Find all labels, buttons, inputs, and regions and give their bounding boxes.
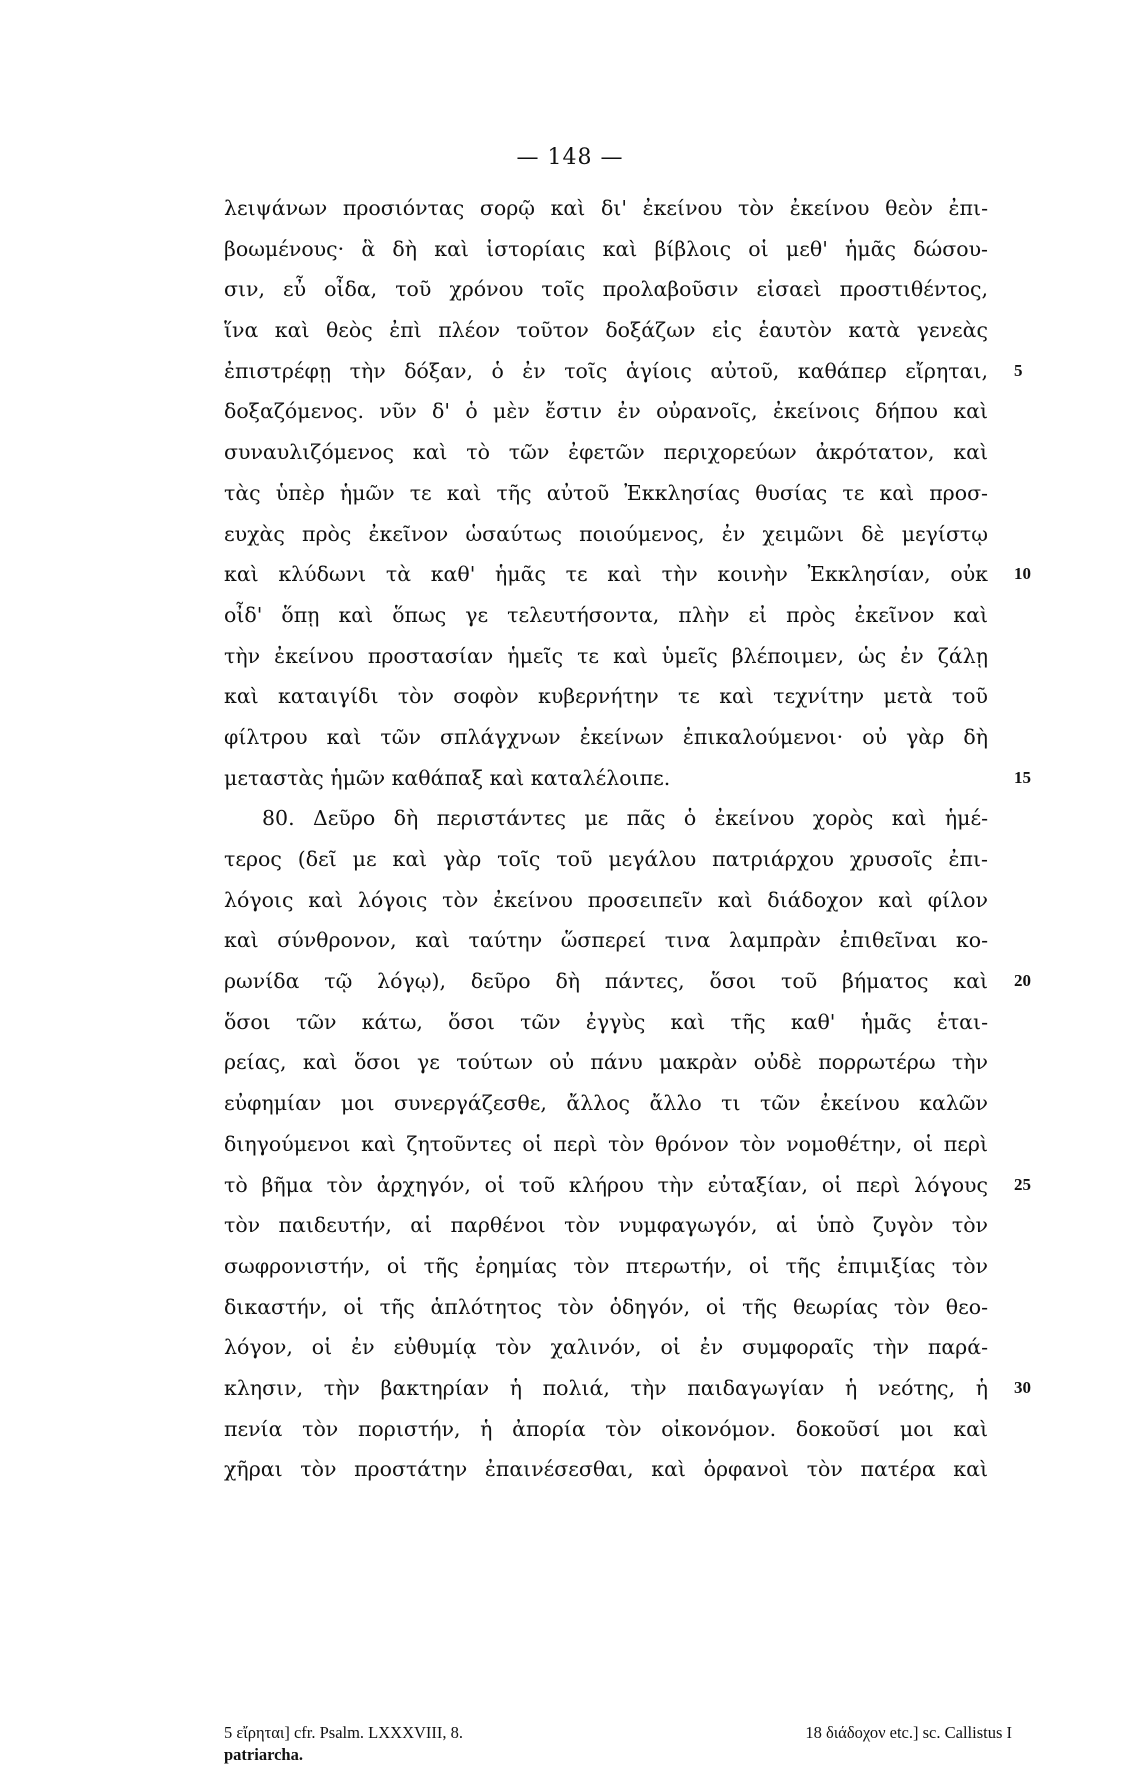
line-text: λειψάνων προσιόντας σορῷ καὶ δι' ἐκείνου τὸν ἐκείνου θεὸν ἐπι- <box>224 196 988 220</box>
line-text: συναυλιζόμενος καὶ τὸ τῶν ἐφετῶν περιχορεύων ἀκρότατον, καὶ <box>224 440 988 465</box>
text-line <box>224 1205 988 1246</box>
line-text: χῆραι τὸν προστάτην ἐπαινέσεσθαι, καὶ ὀρφανοὶ τὸν πατέρα καὶ <box>224 1457 988 1482</box>
page-number: — 148 — <box>516 145 624 170</box>
line-text: οἶδ' ὅπῃ καὶ ὅπως γε τελευτήσοντα, πλὴν εἰ πρὸς ἐκεῖνον καὶ <box>224 602 988 627</box>
text-line <box>224 473 988 514</box>
line-text: τὰς ὑπὲρ ἡμῶν τε καὶ τῆς αὐτοῦ Ἐκκλησίας θυσίας τε καὶ προσ- <box>224 480 988 505</box>
text-line <box>224 676 988 717</box>
line-text: ρείας, καὶ ὅσοι γε τούτων οὐ πάνυ μακρὰν οὐδὲ πορρωτέρω τὴν <box>224 1050 988 1075</box>
line-text: πενία τὸν ποριστήν, ἡ ἀπορία τὸν οἰκονόμον. δοκοῦσί μοι καὶ <box>224 1416 988 1441</box>
text-line <box>224 391 988 432</box>
text-line <box>224 839 988 880</box>
line-number: 20 <box>1014 971 1031 991</box>
line-text: ὅσοι τῶν κάτω, ὅσοι τῶν ἐγγὺς καὶ τῆς καθ' ἡμᾶς ἑται- <box>224 1009 988 1034</box>
line-text: μεταστὰς ἡμῶν καθάπαξ καὶ καταλέλοιπε. <box>224 765 671 790</box>
line-text: ἐπιστρέφῃ τὴν δόξαν, ὁ ἐν τοῖς ἁγίοις αὐτοῦ, καθάπερ εἴρηται, <box>224 358 988 383</box>
text-line <box>224 554 1031 595</box>
text-line <box>224 798 988 839</box>
text-line <box>224 880 988 921</box>
line-text: κλησιν, τὴν βακτηρίαν ἡ πολιά, τὴν παιδαγωγίαν ἡ νεότης, ἡ <box>224 1375 988 1400</box>
line-text: εὐφημίαν μοι συνεργάζεσθε, ἄλλος ἄλλο τι τῶν ἐκείνου καλῶν <box>224 1091 988 1116</box>
line-text: τὸ βῆμα τὸν ἀρχηγόν, οἱ τοῦ κλήρου τὴν εὐταξίαν, οἱ περὶ λόγους <box>224 1172 988 1197</box>
text-line <box>224 351 1023 392</box>
text-line <box>224 595 988 636</box>
footnote-continuation: patriarcha. <box>224 1745 303 1764</box>
text-line <box>224 310 988 351</box>
footnote-callistus: 18 διάδοχον etc.] sc. Callistus I <box>805 1723 1012 1742</box>
line-text: βοωμένους· ἃ δὴ καὶ ἱστορίαις καὶ βίβλοις οἱ μεθ' ἡμᾶς δώσου- <box>224 236 988 261</box>
text-line <box>224 1449 988 1490</box>
line-text: καὶ σύνθρονον, καὶ ταύτην ὥσπερεί τινα λαμπρὰν ἐπιθεῖναι κο- <box>224 928 988 953</box>
text-line <box>224 1287 988 1328</box>
line-text: καὶ καταιγίδι τὸν σοφὸν κυβερνήτην τε καὶ τεχνίτην μετὰ τοῦ <box>224 684 988 709</box>
line-text: λόγον, οἱ ἐν εὐθυμίᾳ τὸν χαλινόν, οἱ ἐν συμφοραῖς τὴν παρά- <box>224 1335 988 1360</box>
line-text: ἵνα καὶ θεὸς ἐπὶ πλέον τοῦτον δοξάζων εἰς ἑαυτὸν κατὰ γενεὰς <box>224 318 988 343</box>
line-number: 5 <box>1014 360 1023 380</box>
line-text: δοξαζόμενος. νῦν δ' ὁ μὲν ἔστιν ἐν οὐρανοῖς, ἐκείνοις δήπου καὶ <box>224 399 988 424</box>
line-text: τὴν ἐκείνου προστασίαν ἡμεῖς τε καὶ ὑμεῖς βλέποιμεν, ὡς ἐν ζάλῃ <box>224 643 988 668</box>
text-line <box>224 269 988 310</box>
footnotes <box>224 1722 1012 1766</box>
text-line <box>224 717 988 758</box>
line-text: ρωνίδα τῷ λόγῳ), δεῦρο δὴ πάντες, ὅσοι τοῦ βήματος καὶ <box>224 969 988 994</box>
text-line <box>224 514 988 555</box>
line-text: σιν, εὖ οἶδα, τοῦ χρόνου τοῖς προλαβοῦσιν εἰσαεὶ προστιθέντος, <box>224 277 988 302</box>
text-line <box>224 432 988 473</box>
text-line <box>224 1042 988 1083</box>
line-number: 25 <box>1014 1174 1031 1194</box>
line-text: ευχὰς πρὸς ἐκεῖνον ὡσαύτως ποιούμενος, ἐν χειμῶνι δὲ μεγίστῳ <box>224 521 988 546</box>
line-text: φίλτρου καὶ τῶν σπλάγχνων ἐκείνων ἐπικαλούμενοι· οὐ γὰρ δὴ <box>224 724 988 749</box>
line-text: 80. Δεῦρο δὴ περιστάντες με πᾶς ὁ ἐκείνου χορὸς καὶ ἡμέ- <box>262 806 988 831</box>
text-line <box>224 1083 988 1124</box>
text-line <box>224 1368 1031 1409</box>
line-text: διηγούμενοι καὶ ζητοῦντες οἱ περὶ τὸν θρόνον τὸν νομοθέτην, οἱ περὶ <box>224 1131 988 1156</box>
line-text: καὶ κλύδωνι τὰ καθ' ἡμᾶς τε καὶ τὴν κοινὴν Ἐκκλησίαν, οὐκ <box>224 562 988 587</box>
line-number: 30 <box>1014 1377 1031 1397</box>
line-text: τὸν παιδευτήν, αἱ παρθένοι τὸν νυμφαγωγόν, αἱ ὑπὸ ζυγὸν τὸν <box>224 1213 988 1238</box>
footnote-psalm: 5 εἴρηται] cfr. Psalm. LXXXVIII, 8. <box>224 1723 464 1742</box>
text-line <box>224 229 988 270</box>
line-text: δικαστήν, οἱ τῆς ἁπλότητος τὸν ὁδηγόν, οἱ τῆς θεωρίας τὸν θεο- <box>224 1294 988 1319</box>
text-line <box>224 1124 988 1165</box>
text-line <box>224 961 1031 1002</box>
text-line <box>224 758 1031 799</box>
line-text: σωφρονιστήν, οἱ τῆς ἐρημίας τὸν πτερωτήν, οἱ τῆς ἐπιμιξίας τὸν <box>224 1253 988 1278</box>
line-text: τερος (δεῖ με καὶ γὰρ τοῖς τοῦ μεγάλου πατριάρχου χρυσοῖς ἐπι- <box>224 847 988 871</box>
line-number: 10 <box>1014 564 1031 584</box>
text-line <box>224 1327 988 1368</box>
line-text: λόγοις καὶ λόγοις τὸν ἐκείνου προσειπεῖν καὶ διάδοχον καὶ φίλον <box>224 887 988 912</box>
text-line <box>224 1409 988 1450</box>
text-line <box>224 1246 988 1287</box>
text-line <box>224 1002 988 1043</box>
text-line <box>224 1165 1031 1206</box>
text-line <box>224 188 988 229</box>
main-text <box>224 188 1031 1490</box>
text-line <box>224 920 988 961</box>
footnote-row <box>224 1722 1012 1744</box>
line-number: 15 <box>1014 767 1031 787</box>
text-line <box>224 636 988 677</box>
